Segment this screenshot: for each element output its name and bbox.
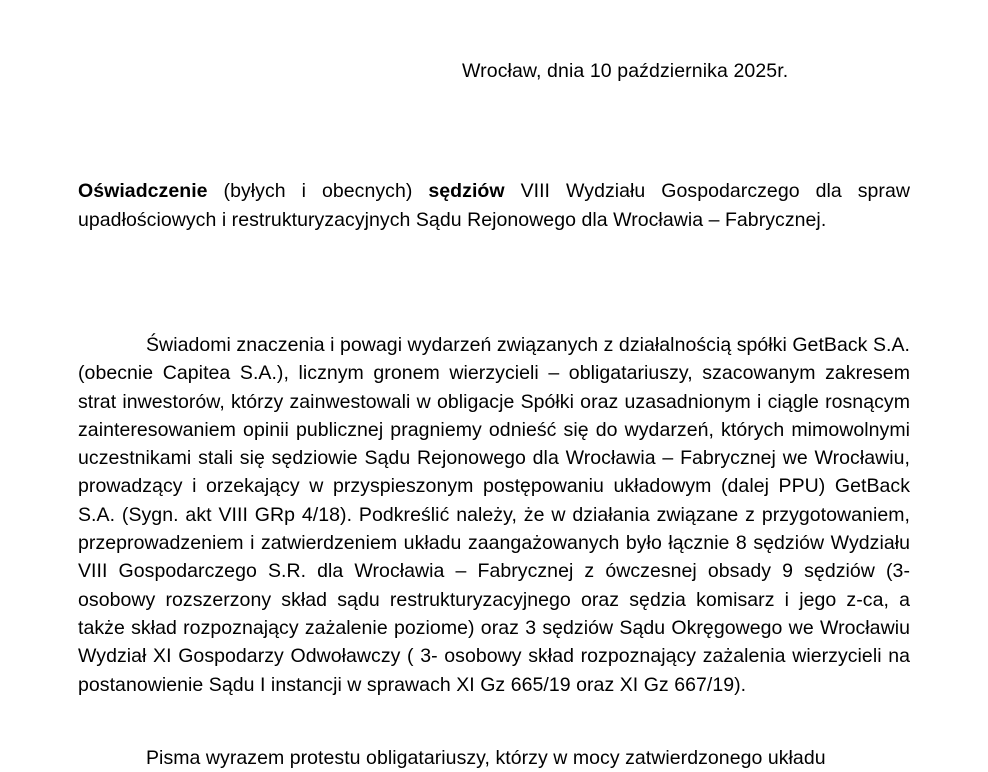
title-keyword-oswiadczenie: Oświadczenie [78, 180, 208, 202]
title-line-2: upadłościowych i restrukturyzacyjnych Sądu Rejonowego dla Wrocławia – Fabrycznej. [78, 209, 827, 231]
title-keyword-sedziow: sędziów [428, 180, 505, 202]
body-paragraph [78, 331, 910, 699]
title-segment-parenthetical: (byłych i obecnych) [207, 180, 429, 202]
next-paragraph-text: Pisma wyrazem protestu obligatariuszy, którzy w mocy zatwierdzonego układu [146, 747, 826, 769]
document-title [78, 177, 910, 235]
title-segment-department: VIII Wydziału Gospodarczego dla spraw [504, 180, 911, 202]
body-paragraph-text: Świadomi znaczenia i powagi wydarzeń związanych z działalnością spółki GetBack S.A. (obecnie Capitea S.A.), licznym gronem wierzycieli – obligatariuszy, szacowanym zakresem strat inwestorów, którzy zainwestowali w obligacje Spółki oraz uzasadnionym i ciągle rosnącym zainteresowaniem opinii publicznej pragniemy odnieść się do wydarzeń, których mimowolnymi uczestnikami stali się sędziowie Sądu Rejonowego dla Wrocławia – Fabrycznej we Wrocławiu, prowadzący i orzekający w przyspieszonym postępowaniu układowym (dalej PPU) GetBack S.A. (Sygn. akt VIII GRp 4/18). Podkreślić należy, że w działania związane z przygotowaniem, przeprowadzeniem i zatwierdzeniem układu zaangażowanych było łącznie 8 sędziów Wydziału VIII Gospodarczego S.R. dla Wrocławia – Fabrycznej z ówczesnej obsady 9 sędziów (3-osobowy rozszerzony skład sądu restrukturyzacyjnego oraz sędzia komisarz i jego z-ca, a także skład rozpoznający zażalenie poziome) oraz 3 sędziów Sądu Okręgowego we Wrocławiu Wydział XI Gospodarzy Odwoławczy ( 3- osobowy skład rozpoznający zażalenia wierzycieli na postanowienie Sądu I instancji w sprawach XI Gz 665/19 oraz XI Gz 667/19). [78, 334, 910, 696]
title-line-1 [78, 177, 910, 206]
next-paragraph-clipped [78, 744, 910, 769]
date-line: Wrocław, dnia 10 października 2025r. [462, 60, 789, 82]
